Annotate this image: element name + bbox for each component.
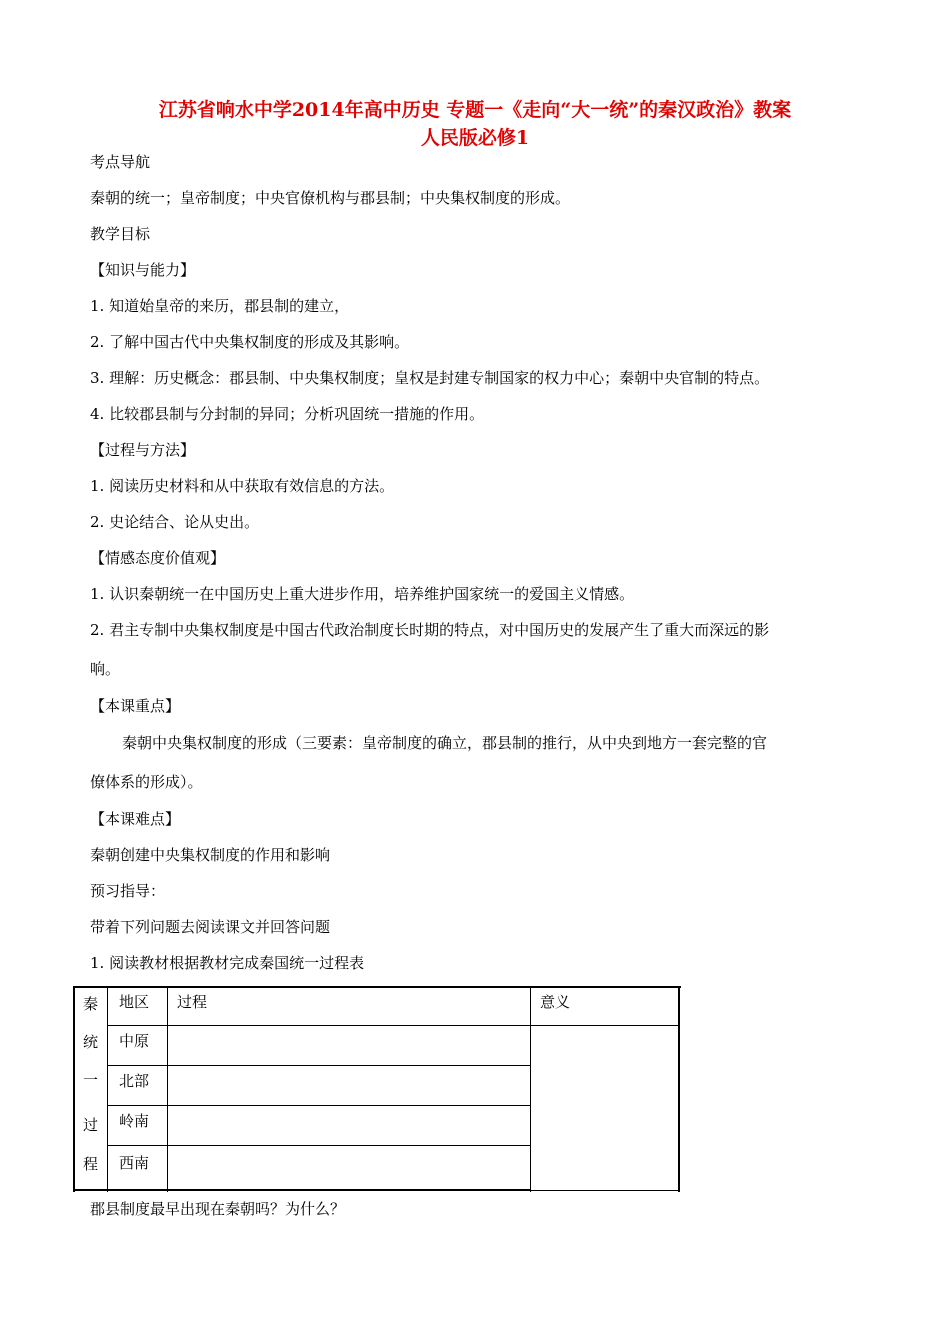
table-border-top: [73, 986, 681, 988]
process-heading: 【过程与方法】: [90, 441, 196, 459]
kaodian-heading: 考点导航: [90, 153, 151, 171]
emotion-item: 2. 君主专制中央集权制度是中国古代政治制度长时期的特点，对中国历史的发展产生了重大而深远的影: [90, 621, 770, 639]
table-col-divider: [167, 986, 168, 1192]
emotion-item: 1. 认识秦朝统一在中国历史上重大进步作用，培养维护国家统一的爱国主义情感。: [90, 585, 635, 603]
knowledge-heading: 【知识与能力】: [90, 261, 196, 279]
emotion-heading: 【情感态度价值观】: [90, 549, 226, 567]
side-label-char: 过: [83, 1116, 99, 1134]
region-cell: 西南: [119, 1154, 150, 1172]
table-row-divider: [107, 1145, 531, 1146]
region-cell: 中原: [119, 1032, 150, 1050]
preview-heading: 预习指导：: [90, 882, 166, 900]
table-border-right: [678, 986, 680, 1192]
preview-text: 带着下列问题去阅读课文并回答问题: [90, 918, 331, 936]
goals-heading: 教学目标: [90, 225, 151, 243]
table-border-left: [73, 986, 75, 1192]
difficulty-text: 秦朝创建中央集权制度的作用和影响: [90, 846, 331, 864]
table-row-divider: [107, 1105, 531, 1106]
process-item: 1. 阅读历史材料和从中获取有效信息的方法。: [90, 477, 395, 495]
table-col-divider: [107, 986, 108, 1192]
process-item: 2. 史论结合、论从史出。: [90, 513, 260, 531]
table-col-divider: [530, 986, 531, 1192]
table-border-bottom: [73, 1189, 531, 1191]
knowledge-item: 4. 比较郡县制与分封制的异同；分析巩固统一措施的作用。: [90, 405, 485, 423]
key-text-line-1: 秦朝中央集权制度的形成（三要素：皇帝制度的确立，郡县制的推行，从中央到地方一套完整的官: [122, 734, 768, 752]
key-heading: 【本课重点】: [90, 697, 181, 715]
unification-process-table: [73, 986, 681, 1192]
header-region: 地区: [119, 993, 150, 1011]
emotion-item-continuation: 响。: [90, 660, 121, 678]
knowledge-item: 2. 了解中国古代中央集权制度的形成及其影响。: [90, 333, 410, 351]
header-meaning: 意义: [540, 993, 571, 1011]
header-process: 过程: [177, 993, 208, 1011]
kaodian-text: 秦朝的统一；皇帝制度；中央官僚机构与郡县制；中央集权制度的形成。: [90, 189, 571, 207]
document-title-line-2: 人民版必修1: [420, 127, 530, 149]
difficulty-heading: 【本课难点】: [90, 810, 181, 828]
knowledge-item: 1. 知道始皇帝的来历，郡县制的建立，: [90, 297, 350, 315]
document-title-line-1: 江苏省响水中学2014年高中历史 专题一《走向“大一统”的秦汉政治》教案: [158, 99, 792, 121]
table-row-divider: [107, 1025, 680, 1026]
region-cell: 岭南: [119, 1112, 150, 1130]
after-table-question: 郡县制度最早出现在秦朝吗？为什么？: [90, 1200, 346, 1218]
question-1: 1. 阅读教材根据教材完成秦国统一过程表: [90, 954, 365, 972]
table-border-bottom-meaning: [531, 1190, 680, 1191]
key-text-line-2: 僚体系的形成）。: [90, 773, 203, 791]
side-label-char: 秦: [83, 995, 99, 1013]
table-row-divider: [107, 1065, 531, 1066]
side-label-char: 一: [83, 1071, 99, 1089]
side-label-char: 程: [83, 1155, 99, 1173]
region-cell: 北部: [119, 1072, 150, 1090]
knowledge-item: 3. 理解：历史概念：郡县制、中央集权制度；皇权是封建专制国家的权力中心；秦朝中央官制的特点。: [90, 369, 770, 387]
side-label-char: 统: [83, 1033, 99, 1051]
